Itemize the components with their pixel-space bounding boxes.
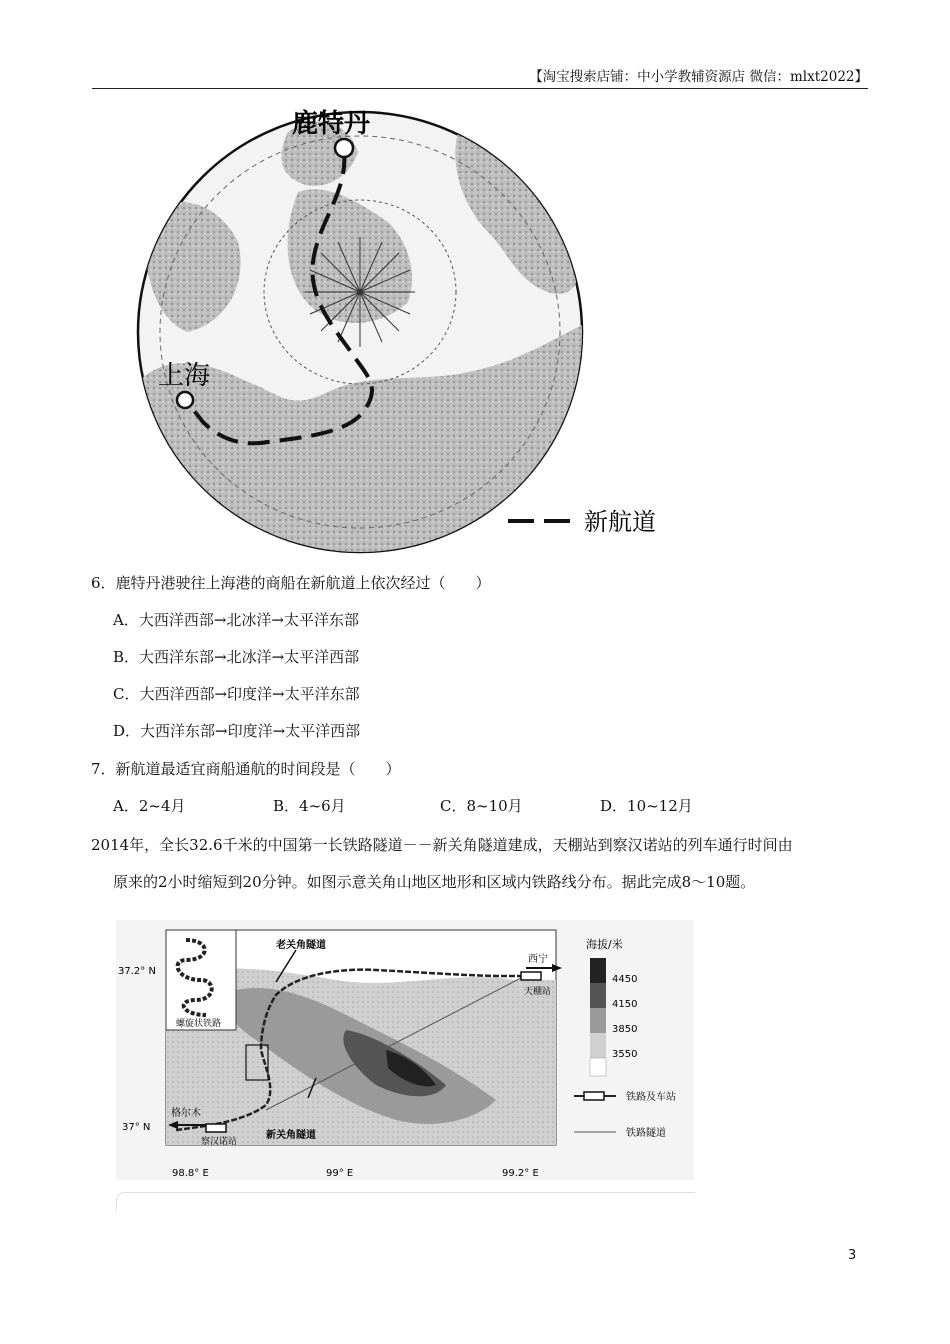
lon-3-label: 99.2° E bbox=[502, 1168, 539, 1179]
q6-option-a: A．大西洋西部→北冰洋→太平洋东部 bbox=[113, 611, 359, 629]
legend-swatch-low bbox=[590, 1058, 606, 1076]
terrain-railway-map bbox=[116, 920, 694, 1190]
legend-station-icon bbox=[584, 1092, 604, 1100]
shanghai-marker bbox=[177, 392, 193, 408]
passage-line-2: 原来的2小时缩短到20分钟。如图示意关角山地区地形和区域内铁路线分布。据此完成8～10题。 bbox=[113, 873, 756, 891]
shanghai-label: 上海 bbox=[158, 361, 211, 391]
page-header: 【淘宝搜索店铺：中小学教辅资源店 微信：mlxt2022】 bbox=[92, 68, 868, 89]
legend-rail-label: 铁路及车站 bbox=[626, 1092, 676, 1103]
meridian-lines bbox=[305, 237, 415, 347]
q6-option-c: C．大西洋西部→印度洋→太平洋东部 bbox=[113, 685, 360, 703]
q6-option-d: D．大西洋东部→印度洋→太平洋西部 bbox=[113, 722, 361, 740]
next-box-edge bbox=[116, 1192, 695, 1211]
q7-option-c: C．8~10月 bbox=[440, 797, 523, 815]
q7-option-a: A．2~4月 bbox=[113, 797, 186, 815]
q6-option-b: B．大西洋东部→北冰洋→太平洋西部 bbox=[113, 648, 360, 666]
chahan-station-marker bbox=[206, 1124, 226, 1132]
lon-1-label: 98.8° E bbox=[172, 1168, 209, 1179]
lat-bottom-label: 37° N bbox=[122, 1122, 151, 1133]
q7-option-d: D．10~12月 bbox=[600, 797, 693, 815]
xining-label: 西宁 bbox=[528, 954, 548, 965]
lon-2-label: 99° E bbox=[326, 1168, 354, 1179]
legend-elev-4450: 4450 bbox=[612, 974, 638, 985]
tianpeng-station-marker bbox=[521, 972, 541, 980]
golmud-label: 格尔木 bbox=[171, 1108, 201, 1119]
legend-elev-title: 海拔/米 bbox=[586, 938, 623, 951]
rotterdam-marker bbox=[335, 139, 353, 157]
legend-swatch-4450 bbox=[590, 958, 606, 983]
old-tunnel-label: 老关角隧道 bbox=[276, 940, 326, 951]
legend-elev-4150: 4150 bbox=[612, 999, 638, 1010]
legend-elev-3550: 3550 bbox=[612, 1049, 638, 1060]
page-number: 3 bbox=[848, 1248, 857, 1263]
polar-route-map bbox=[128, 92, 688, 554]
legend-swatch-3850 bbox=[590, 1008, 606, 1033]
spiral-label: 螺旋状铁路 bbox=[176, 1019, 222, 1029]
passage-line-1: 2014年，全长32.6千米的中国第一长铁路隧道－－新关角隧道建成，天棚站到察汉诺站的列车通行时间由 bbox=[91, 836, 793, 854]
new-tunnel-label: 新关角隧道 bbox=[266, 1130, 316, 1141]
legend-swatch-4150 bbox=[590, 983, 606, 1008]
legend-swatch-3550 bbox=[590, 1033, 606, 1058]
question-6-stem: 6．鹿特丹港驶往上海港的商船在新航道上依次经过（ ） bbox=[91, 574, 491, 592]
q7-option-b: B．4~6月 bbox=[273, 797, 346, 815]
chahan-label: 察汉诺站 bbox=[201, 1137, 238, 1147]
tianpeng-label: 天棚站 bbox=[524, 987, 552, 997]
rotterdam-label: 鹿特丹 bbox=[292, 109, 371, 139]
question-7-stem: 7．新航道最适宜商船通航的时间段是（ ） bbox=[91, 760, 401, 778]
lat-top-label: 37.2° N bbox=[118, 966, 156, 977]
legend-elev-3850: 3850 bbox=[612, 1024, 638, 1035]
legend-tunnel-label: 铁路隧道 bbox=[626, 1128, 666, 1139]
legend-label: 新航道 bbox=[584, 508, 656, 536]
